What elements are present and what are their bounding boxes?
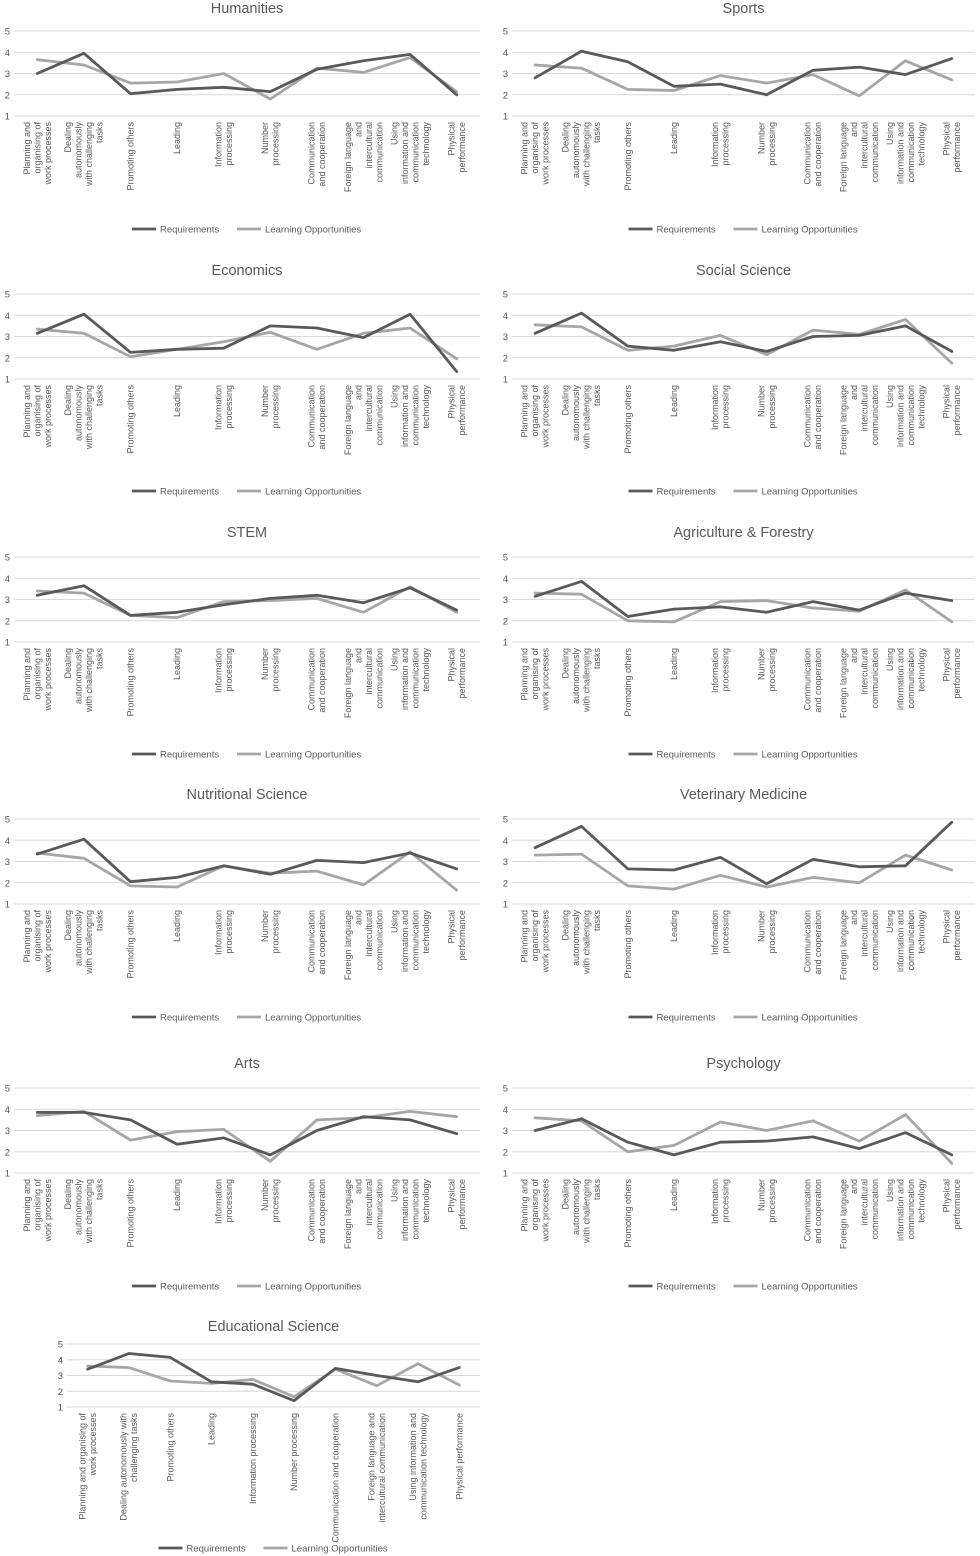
y-tick-label: 2 bbox=[4, 353, 10, 365]
x-tick-label: Foreign languageandinterculturalcommunication bbox=[342, 648, 385, 719]
legend bbox=[132, 1282, 361, 1293]
x-tick-label: Informationprocessing bbox=[710, 122, 731, 168]
chart-panel bbox=[5, 263, 480, 498]
x-tick-label: Promoting others bbox=[622, 385, 633, 454]
x-tick-label: Usinginformation andcommunicationtechnology bbox=[389, 122, 431, 185]
y-tick-label: 3 bbox=[4, 857, 10, 868]
legend bbox=[132, 1013, 361, 1024]
legend bbox=[132, 225, 361, 236]
x-tick-label: Promoting others bbox=[622, 648, 633, 717]
x-tick-label: Foreign languageandinterculturalcommunication bbox=[342, 910, 385, 981]
y-tick-label: 3 bbox=[502, 595, 508, 606]
x-tick-label: Planning andorganising ofwork processes bbox=[519, 648, 551, 711]
series-line-requirements bbox=[535, 822, 952, 884]
x-tick-label: Dealingautonomouslywith challengingtasks bbox=[560, 648, 603, 713]
x-tick-label: Leading bbox=[206, 1413, 217, 1446]
x-tick-label: Leading bbox=[172, 1179, 183, 1212]
legend bbox=[629, 487, 858, 498]
legend-label: Requirements bbox=[160, 1012, 220, 1024]
x-tick-label: Dealingautonomouslywith challengingtasks bbox=[63, 910, 105, 975]
y-tick-label: 4 bbox=[502, 310, 508, 322]
y-tick-label: 3 bbox=[4, 332, 10, 343]
legend-label: Learning Opportunities bbox=[761, 1012, 858, 1024]
x-tick-label: Number processing bbox=[289, 1413, 300, 1492]
y-tick-label: 2 bbox=[502, 353, 508, 365]
x-tick-label: Dealingautonomouslywith challengingtasks bbox=[560, 1179, 603, 1244]
y-tick-label: 3 bbox=[502, 1126, 508, 1137]
x-tick-label: Planning and organising ofwork processes bbox=[77, 1413, 98, 1520]
y-tick-label: 2 bbox=[57, 1386, 63, 1398]
x-tick-label: Dealingautonomouslywith challengingtasks bbox=[63, 1179, 105, 1244]
x-tick-label: Numberprocessing bbox=[260, 385, 281, 429]
chart-title: Educational Science bbox=[207, 1319, 340, 1335]
legend-label: Learning Opportunities bbox=[265, 749, 362, 761]
x-tick-label: Foreign language andintercultural communication bbox=[366, 1413, 387, 1523]
x-tick-label: Numberprocessing bbox=[756, 385, 777, 429]
y-tick-label: 1 bbox=[57, 1402, 63, 1414]
y-tick-label: 4 bbox=[502, 1104, 508, 1116]
x-tick-label: Numberprocessing bbox=[260, 1179, 281, 1223]
chart-title: Agriculture & Forestry bbox=[673, 525, 814, 541]
y-tick-label: 2 bbox=[4, 878, 10, 890]
x-tick-label: Communicationand cooperation bbox=[802, 910, 824, 975]
y-tick-label: 3 bbox=[4, 1126, 10, 1137]
x-tick-label: Usinginformation andcommunicationtechnology bbox=[884, 910, 927, 973]
x-tick-label: Promoting others bbox=[622, 910, 633, 979]
legend-label: Requirements bbox=[656, 1281, 716, 1293]
x-tick-label: Planning andorganising ofwork processes bbox=[519, 122, 551, 185]
y-tick-label: 5 bbox=[4, 289, 10, 301]
x-tick-label: Communicationand cooperation bbox=[306, 122, 328, 187]
y-tick-label: 4 bbox=[4, 1104, 10, 1116]
x-tick-label: Physicalperformance bbox=[446, 648, 467, 699]
x-tick-label: Communicationand cooperation bbox=[802, 1179, 824, 1244]
x-tick-label: Physicalperformance bbox=[941, 1179, 963, 1230]
x-tick-label: Foreign languageandinterculturalcommunication bbox=[838, 385, 880, 456]
y-tick-label: 4 bbox=[502, 835, 508, 847]
x-tick-label: Foreign languageandinterculturalcommunication bbox=[838, 910, 880, 981]
y-tick-label: 2 bbox=[502, 90, 508, 102]
chart-title: Veterinary Medicine bbox=[679, 787, 808, 803]
x-tick-label: Physicalperformance bbox=[941, 122, 963, 173]
x-tick-label: Promoting others bbox=[125, 1179, 136, 1248]
x-tick-label: Leading bbox=[669, 122, 680, 155]
x-tick-label: Planning andorganising ofwork processes bbox=[21, 648, 53, 711]
x-tick-label: Leading bbox=[669, 910, 680, 943]
series-line-learning-opportunities bbox=[37, 328, 456, 359]
legend-label: Learning Opportunities bbox=[265, 1012, 362, 1024]
x-tick-label: Promoting others bbox=[125, 122, 136, 191]
x-tick-label: Leading bbox=[172, 648, 183, 681]
y-tick-label: 5 bbox=[502, 552, 508, 564]
legend bbox=[629, 750, 858, 761]
y-tick-label: 5 bbox=[4, 814, 10, 826]
y-tick-label: 2 bbox=[502, 1147, 508, 1159]
y-tick-label: 1 bbox=[502, 899, 508, 911]
legend-label: Requirements bbox=[186, 1543, 246, 1555]
chart-title: Nutritional Science bbox=[186, 787, 308, 803]
x-tick-label: Informationprocessing bbox=[213, 122, 234, 168]
series-line-requirements bbox=[88, 1354, 460, 1401]
x-tick-label: Informationprocessing bbox=[710, 1179, 731, 1225]
x-tick-label: Communicationand cooperation bbox=[306, 648, 328, 713]
chart-panel bbox=[5, 525, 480, 761]
x-tick-label: Dealing autonomously withchallenging tasks bbox=[118, 1413, 140, 1521]
x-tick-label: Foreign languageandinterculturalcommunication bbox=[838, 648, 880, 719]
legend-label: Requirements bbox=[160, 749, 220, 761]
x-tick-label: Communication and cooperation bbox=[330, 1413, 341, 1543]
x-tick-label: Numberprocessing bbox=[756, 122, 777, 166]
legend-label: Requirements bbox=[656, 224, 716, 236]
chart-title: Psychology bbox=[706, 1056, 781, 1072]
x-tick-label: Physicalperformance bbox=[941, 648, 963, 699]
x-tick-label: Using information andcommunication technology bbox=[407, 1413, 429, 1520]
series-line-learning-opportunities bbox=[37, 58, 456, 99]
x-tick-label: Communicationand cooperation bbox=[802, 122, 824, 187]
series-line-requirements bbox=[37, 1112, 456, 1155]
y-tick-label: 1 bbox=[502, 1168, 508, 1180]
y-tick-label: 2 bbox=[4, 1147, 10, 1159]
x-tick-label: Usinginformation andcommunicationtechnology bbox=[389, 1179, 431, 1242]
x-tick-label: Leading bbox=[172, 122, 183, 155]
y-tick-label: 3 bbox=[4, 69, 10, 80]
y-tick-label: 3 bbox=[502, 857, 508, 868]
x-tick-label: Communicationand cooperation bbox=[306, 385, 328, 450]
x-tick-label: Planning andorganising ofwork processes bbox=[519, 385, 551, 448]
x-tick-label: Planning andorganising ofwork processes bbox=[519, 910, 551, 973]
x-tick-label: Promoting others bbox=[622, 1179, 633, 1248]
x-tick-label: Physicalperformance bbox=[941, 385, 963, 436]
x-tick-label: Numberprocessing bbox=[260, 910, 281, 954]
x-tick-label: Dealingautonomouslywith challengingtasks bbox=[63, 122, 105, 187]
x-tick-label: Physicalperformance bbox=[941, 910, 963, 961]
y-tick-label: 2 bbox=[502, 878, 508, 890]
y-tick-label: 5 bbox=[502, 26, 508, 38]
y-tick-label: 4 bbox=[502, 47, 508, 59]
x-tick-label: Communicationand cooperation bbox=[802, 385, 824, 450]
chart-panel bbox=[503, 263, 975, 498]
legend-label: Learning Opportunities bbox=[265, 1281, 362, 1293]
y-tick-label: 5 bbox=[502, 814, 508, 826]
x-tick-label: Promoting others bbox=[125, 648, 136, 717]
y-tick-label: 2 bbox=[4, 90, 10, 102]
y-tick-label: 1 bbox=[4, 637, 10, 649]
chart-panel bbox=[5, 1, 480, 236]
chart-title: Sports bbox=[722, 1, 765, 17]
x-tick-label: Numberprocessing bbox=[756, 1179, 777, 1223]
x-tick-label: Foreign languageandinterculturalcommunication bbox=[342, 122, 385, 193]
x-tick-label: Foreign languageandinterculturalcommunication bbox=[342, 1179, 385, 1250]
x-tick-label: Planning andorganising ofwork processes bbox=[21, 385, 53, 448]
chart-title: Humanities bbox=[210, 1, 284, 17]
y-tick-label: 4 bbox=[57, 1355, 63, 1367]
x-tick-label: Planning andorganising ofwork processes bbox=[21, 1179, 53, 1242]
x-tick-label: Promoting others bbox=[125, 910, 136, 979]
legend bbox=[629, 225, 858, 236]
x-tick-label: Communicationand cooperation bbox=[306, 1179, 328, 1244]
legend bbox=[159, 1544, 388, 1555]
y-tick-label: 1 bbox=[4, 374, 10, 386]
x-tick-label: Leading bbox=[172, 385, 183, 418]
legend-label: Requirements bbox=[656, 749, 716, 761]
y-tick-label: 3 bbox=[502, 69, 508, 80]
chart-title: Economics bbox=[211, 263, 283, 279]
x-tick-label: Promoting others bbox=[165, 1413, 176, 1482]
x-tick-label: Informationprocessing bbox=[213, 1179, 234, 1225]
y-tick-label: 4 bbox=[502, 573, 508, 585]
legend-label: Learning Opportunities bbox=[291, 1543, 388, 1555]
x-tick-label: Informationprocessing bbox=[710, 648, 731, 694]
y-tick-label: 5 bbox=[57, 1339, 63, 1351]
x-tick-label: Leading bbox=[669, 1179, 680, 1212]
x-tick-label: Dealingautonomouslywith challengingtasks bbox=[63, 385, 105, 450]
y-tick-label: 1 bbox=[4, 899, 10, 911]
x-tick-label: Planning andorganising ofwork processes bbox=[519, 1179, 551, 1242]
series-line-requirements bbox=[535, 581, 952, 616]
x-tick-label: Communicationand cooperation bbox=[802, 648, 824, 713]
x-tick-label: Usinginformation andcommunicationtechnology bbox=[884, 122, 927, 185]
x-tick-label: Promoting others bbox=[125, 385, 136, 454]
y-tick-label: 1 bbox=[502, 637, 508, 649]
y-tick-label: 2 bbox=[502, 616, 508, 628]
legend bbox=[132, 750, 361, 761]
y-tick-label: 4 bbox=[4, 835, 10, 847]
chart-title: Social Science bbox=[695, 263, 792, 279]
x-tick-label: Physicalperformance bbox=[446, 1179, 467, 1230]
x-tick-label: Informationprocessing bbox=[213, 910, 234, 956]
chart-panel bbox=[503, 525, 975, 761]
legend-label: Learning Opportunities bbox=[265, 224, 362, 236]
x-tick-label: Leading bbox=[172, 910, 183, 943]
x-tick-label: Physicalperformance bbox=[446, 910, 467, 961]
x-tick-label: Numberprocessing bbox=[260, 122, 281, 166]
legend bbox=[629, 1282, 858, 1293]
chart-panel bbox=[503, 1056, 975, 1293]
y-tick-label: 5 bbox=[502, 1083, 508, 1095]
y-tick-label: 5 bbox=[502, 289, 508, 301]
legend-label: Requirements bbox=[160, 486, 220, 498]
x-tick-label: Physicalperformance bbox=[446, 385, 467, 436]
chart-panel bbox=[58, 1319, 480, 1555]
chart-title: STEM bbox=[226, 525, 268, 541]
x-tick-label: Usinginformation andcommunicationtechnology bbox=[884, 385, 927, 448]
chart-panel bbox=[503, 787, 975, 1024]
x-tick-label: Numberprocessing bbox=[756, 648, 777, 692]
y-tick-label: 1 bbox=[502, 374, 508, 386]
y-tick-label: 3 bbox=[502, 332, 508, 343]
legend-label: Learning Opportunities bbox=[265, 486, 362, 498]
x-tick-label: Numberprocessing bbox=[756, 910, 777, 954]
x-tick-label: Foreign languageandinterculturalcommunication bbox=[342, 385, 385, 456]
legend-label: Learning Opportunities bbox=[761, 486, 858, 498]
x-tick-label: Leading bbox=[669, 385, 680, 418]
x-tick-label: Physical performance bbox=[454, 1413, 465, 1500]
x-tick-label: Informationprocessing bbox=[213, 385, 234, 431]
x-tick-label: Numberprocessing bbox=[260, 648, 281, 692]
x-tick-label: Foreign languageandinterculturalcommunication bbox=[838, 122, 880, 193]
y-tick-label: 4 bbox=[4, 310, 10, 322]
series-line-requirements bbox=[37, 839, 456, 882]
legend bbox=[629, 1013, 858, 1024]
x-tick-label: Usinginformation andcommunicationtechnology bbox=[389, 385, 431, 448]
chart-title: Arts bbox=[234, 1056, 260, 1072]
x-tick-label: Usinginformation andcommunicationtechnology bbox=[389, 648, 431, 711]
legend-label: Requirements bbox=[656, 486, 716, 498]
legend bbox=[132, 487, 361, 498]
x-tick-label: Informationprocessing bbox=[213, 648, 234, 694]
series-line-requirements bbox=[37, 53, 456, 95]
y-tick-label: 4 bbox=[4, 47, 10, 59]
x-tick-label: Planning andorganising ofwork processes bbox=[21, 122, 53, 185]
y-tick-label: 3 bbox=[57, 1371, 63, 1382]
y-tick-label: 5 bbox=[4, 552, 10, 564]
x-tick-label: Promoting others bbox=[622, 122, 633, 191]
y-tick-label: 3 bbox=[4, 595, 10, 606]
legend-label: Requirements bbox=[160, 224, 220, 236]
x-tick-label: Planning andorganising ofwork processes bbox=[21, 910, 53, 973]
series-line-requirements bbox=[535, 313, 952, 351]
x-tick-label: Physicalperformance bbox=[446, 122, 467, 173]
y-tick-label: 5 bbox=[4, 26, 10, 38]
y-tick-label: 2 bbox=[4, 616, 10, 628]
chart-panel bbox=[503, 1, 975, 236]
x-tick-label: Usinginformation andcommunicationtechnology bbox=[884, 648, 927, 711]
legend-label: Requirements bbox=[160, 1281, 220, 1293]
y-tick-label: 1 bbox=[4, 111, 10, 123]
x-tick-label: Informationprocessing bbox=[710, 910, 731, 956]
x-tick-label: Usinginformation andcommunicationtechnology bbox=[884, 1179, 927, 1242]
x-tick-label: Dealingautonomouslywith challengingtasks bbox=[63, 648, 105, 713]
x-tick-label: Leading bbox=[669, 648, 680, 681]
x-tick-label: Dealingautonomouslywith challengingtasks bbox=[560, 385, 603, 450]
y-tick-label: 1 bbox=[502, 111, 508, 123]
chart-panel bbox=[5, 787, 480, 1024]
y-tick-label: 1 bbox=[4, 1168, 10, 1180]
legend-label: Learning Opportunities bbox=[761, 749, 858, 761]
x-tick-label: Dealingautonomouslywith challengingtasks bbox=[560, 910, 603, 975]
y-tick-label: 4 bbox=[4, 573, 10, 585]
legend-label: Requirements bbox=[656, 1012, 716, 1024]
x-tick-label: Information processing bbox=[247, 1413, 258, 1505]
x-tick-label: Communicationand cooperation bbox=[306, 910, 328, 975]
chart-panel bbox=[5, 1056, 480, 1293]
x-tick-label: Informationprocessing bbox=[710, 385, 731, 431]
x-tick-label: Dealingautonomouslywith challengingtasks bbox=[560, 122, 603, 187]
x-tick-label: Usinginformation andcommunicationtechnology bbox=[389, 910, 431, 973]
y-tick-label: 5 bbox=[4, 1083, 10, 1095]
x-tick-label: Foreign languageandinterculturalcommunication bbox=[838, 1179, 880, 1250]
legend-label: Learning Opportunities bbox=[761, 1281, 858, 1293]
legend-label: Learning Opportunities bbox=[761, 224, 858, 236]
